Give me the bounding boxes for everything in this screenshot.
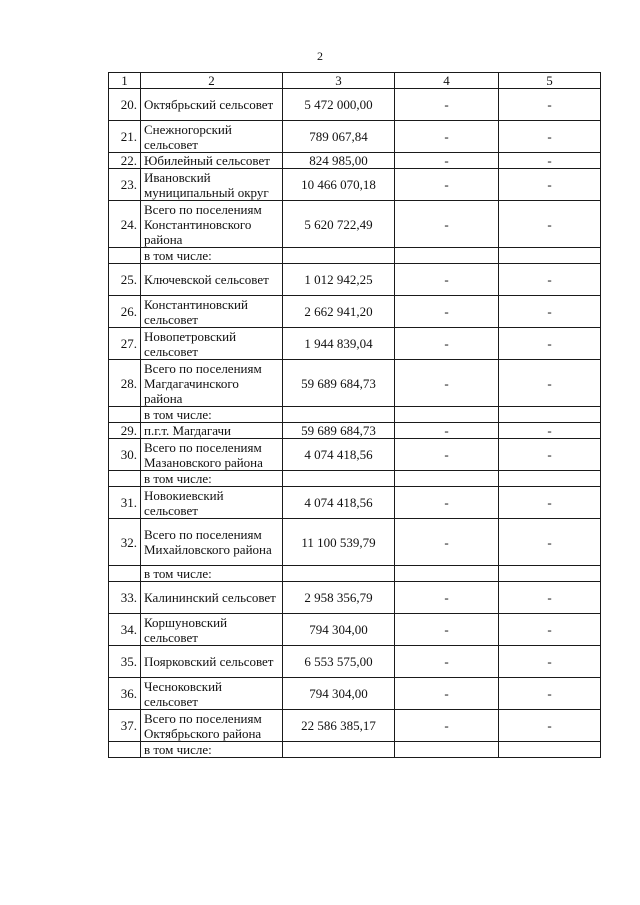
table-row <box>109 328 601 360</box>
table-row <box>109 153 601 169</box>
row-name: Новопетровский сельсовет <box>141 328 283 360</box>
row-amount: 59 689 684,73 <box>283 423 395 439</box>
row-name: Константиновский сельсовет <box>141 296 283 328</box>
row-col5: - <box>499 487 601 519</box>
row-col5 <box>499 471 601 487</box>
row-col5: - <box>499 423 601 439</box>
row-number: 23. <box>109 169 141 201</box>
row-col4 <box>395 566 499 582</box>
row-number: 31. <box>109 487 141 519</box>
row-col4: - <box>395 296 499 328</box>
row-name: Всего по поселениям Октябрьского района <box>141 710 283 742</box>
header-cell-2: 2 <box>141 73 283 89</box>
row-name: Всего по поселениям Михайловского района <box>141 519 283 566</box>
table-row <box>109 201 601 248</box>
subtotal-label-row <box>109 407 601 423</box>
row-col4: - <box>395 264 499 296</box>
row-col4: - <box>395 439 499 471</box>
row-col5 <box>499 248 601 264</box>
row-col5: - <box>499 678 601 710</box>
row-col4: - <box>395 89 499 121</box>
row-name: Калининский сельсовет <box>141 582 283 614</box>
row-number <box>109 742 141 758</box>
row-name: Новокиевский сельсовет <box>141 487 283 519</box>
table-row <box>109 423 601 439</box>
table-row <box>109 264 601 296</box>
row-number: 29. <box>109 423 141 439</box>
row-col5: - <box>499 153 601 169</box>
row-amount: 5 472 000,00 <box>283 89 395 121</box>
row-col4: - <box>395 678 499 710</box>
subtotal-label-row <box>109 566 601 582</box>
row-col5: - <box>499 582 601 614</box>
row-col5: - <box>499 646 601 678</box>
row-number: 20. <box>109 89 141 121</box>
row-col5: - <box>499 169 601 201</box>
row-amount: 789 067,84 <box>283 121 395 153</box>
row-name: в том числе: <box>141 471 283 487</box>
row-amount <box>283 566 395 582</box>
row-col5: - <box>499 201 601 248</box>
row-number: 21. <box>109 121 141 153</box>
subtotal-label-row <box>109 248 601 264</box>
row-col4: - <box>395 519 499 566</box>
subtotal-label-row <box>109 471 601 487</box>
row-col4: - <box>395 423 499 439</box>
row-number: 36. <box>109 678 141 710</box>
row-col4: - <box>395 360 499 407</box>
row-col4: - <box>395 614 499 646</box>
row-amount: 1 012 942,25 <box>283 264 395 296</box>
row-number: 24. <box>109 201 141 248</box>
table-row <box>109 360 601 407</box>
row-name: в том числе: <box>141 742 283 758</box>
table-row <box>109 678 601 710</box>
table-row <box>109 169 601 201</box>
row-name: Поярковский сельсовет <box>141 646 283 678</box>
table-row <box>109 710 601 742</box>
row-col5: - <box>499 519 601 566</box>
row-col5: - <box>499 614 601 646</box>
row-col4 <box>395 407 499 423</box>
row-col4: - <box>395 582 499 614</box>
row-amount: 4 074 418,56 <box>283 487 395 519</box>
row-col5 <box>499 742 601 758</box>
page-number: 2 <box>317 49 323 63</box>
row-amount: 10 466 070,18 <box>283 169 395 201</box>
subtotal-label-row <box>109 742 601 758</box>
row-col4 <box>395 742 499 758</box>
row-name: в том числе: <box>141 248 283 264</box>
row-number: 33. <box>109 582 141 614</box>
row-col5: - <box>499 710 601 742</box>
row-number <box>109 566 141 582</box>
header-cell-4: 4 <box>395 73 499 89</box>
row-col5 <box>499 407 601 423</box>
table-row <box>109 614 601 646</box>
table-row <box>109 519 601 566</box>
row-number: 34. <box>109 614 141 646</box>
row-number: 25. <box>109 264 141 296</box>
row-amount: 794 304,00 <box>283 678 395 710</box>
row-col5: - <box>499 439 601 471</box>
row-amount <box>283 742 395 758</box>
row-col5: - <box>499 121 601 153</box>
table-row <box>109 582 601 614</box>
row-name: Всего по поселениям Магдагачинского района <box>141 360 283 407</box>
row-number: 22. <box>109 153 141 169</box>
row-name: Всего по поселениям Константиновского района <box>141 201 283 248</box>
row-col4: - <box>395 328 499 360</box>
row-col4: - <box>395 710 499 742</box>
row-name: Всего по поселениям Мазановского района <box>141 439 283 471</box>
budget-table <box>108 72 601 758</box>
row-name: Снежногорский сельсовет <box>141 121 283 153</box>
row-number: 37. <box>109 710 141 742</box>
row-col4: - <box>395 153 499 169</box>
row-number: 30. <box>109 439 141 471</box>
row-name: Октябрьский сельсовет <box>141 89 283 121</box>
row-number <box>109 407 141 423</box>
row-name: п.г.т. Магдагачи <box>141 423 283 439</box>
row-number: 28. <box>109 360 141 407</box>
row-number: 32. <box>109 519 141 566</box>
row-amount: 59 689 684,73 <box>283 360 395 407</box>
table-row <box>109 296 601 328</box>
table-row <box>109 89 601 121</box>
row-col4: - <box>395 121 499 153</box>
row-amount: 4 074 418,56 <box>283 439 395 471</box>
row-col4: - <box>395 646 499 678</box>
row-amount: 1 944 839,04 <box>283 328 395 360</box>
row-amount: 6 553 575,00 <box>283 646 395 678</box>
row-amount <box>283 407 395 423</box>
row-name: в том числе: <box>141 407 283 423</box>
row-amount: 5 620 722,49 <box>283 201 395 248</box>
row-col5: - <box>499 89 601 121</box>
row-amount <box>283 471 395 487</box>
row-name: Ключевской сельсовет <box>141 264 283 296</box>
row-col5 <box>499 566 601 582</box>
row-col4 <box>395 248 499 264</box>
row-col4 <box>395 471 499 487</box>
row-number: 35. <box>109 646 141 678</box>
table-row <box>109 487 601 519</box>
row-col5: - <box>499 328 601 360</box>
table-row <box>109 439 601 471</box>
row-number: 27. <box>109 328 141 360</box>
row-amount: 794 304,00 <box>283 614 395 646</box>
row-name: Юбилейный сельсовет <box>141 153 283 169</box>
table-row <box>109 646 601 678</box>
row-col4: - <box>395 169 499 201</box>
row-amount: 2 958 356,79 <box>283 582 395 614</box>
header-cell-5: 5 <box>499 73 601 89</box>
header-cell-1: 1 <box>109 73 141 89</box>
table-header-row <box>109 73 601 89</box>
row-amount: 2 662 941,20 <box>283 296 395 328</box>
row-name: Коршуновский сельсовет <box>141 614 283 646</box>
row-number: 26. <box>109 296 141 328</box>
row-col5: - <box>499 264 601 296</box>
row-number <box>109 471 141 487</box>
row-col5: - <box>499 360 601 407</box>
row-name: Ивановский муниципальный округ <box>141 169 283 201</box>
row-number <box>109 248 141 264</box>
header-cell-3: 3 <box>283 73 395 89</box>
row-name: Чесноковский сельсовет <box>141 678 283 710</box>
table-row <box>109 121 601 153</box>
row-col5: - <box>499 296 601 328</box>
row-amount <box>283 248 395 264</box>
row-col4: - <box>395 487 499 519</box>
row-amount: 22 586 385,17 <box>283 710 395 742</box>
row-amount: 824 985,00 <box>283 153 395 169</box>
row-amount: 11 100 539,79 <box>283 519 395 566</box>
row-col4: - <box>395 201 499 248</box>
row-name: в том числе: <box>141 566 283 582</box>
